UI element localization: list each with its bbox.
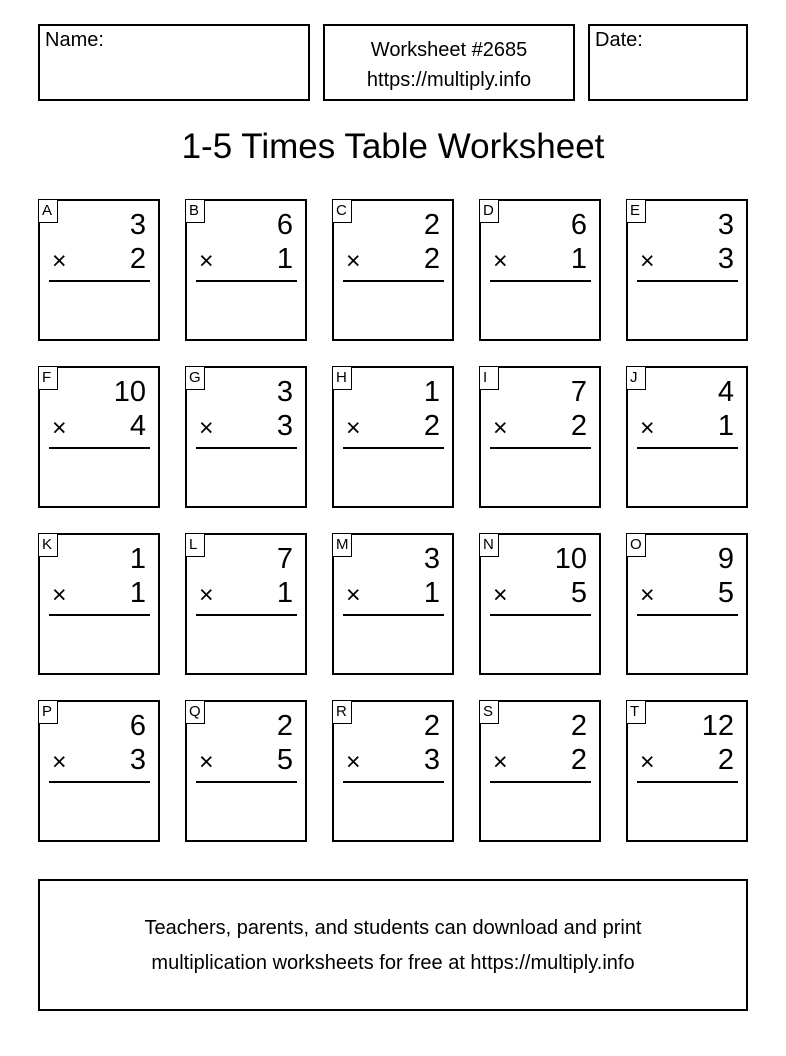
problem-label: R [332,700,352,724]
answer-line [49,781,150,783]
multiply-sign: × [640,414,655,442]
multiply-sign: × [52,748,67,776]
answer-line [343,614,444,616]
multiplicand: 9 [717,543,734,575]
multiplicand: 7 [276,543,293,575]
problem-label: B [185,199,205,223]
answer-line [196,781,297,783]
multiplier: 2 [570,744,587,776]
multiplier: 3 [717,243,734,275]
multiply-sign: × [199,247,214,275]
problem-label: E [626,199,646,223]
multiplier: 5 [276,744,293,776]
multiplier: 5 [717,577,734,609]
answer-line [490,447,591,449]
multiplicand: 4 [717,376,734,408]
problem-card [332,700,454,842]
multiply-sign: × [199,414,214,442]
multiplicand: 3 [423,543,440,575]
problem-card [626,366,748,508]
multiplier: 2 [570,410,587,442]
problem-card [626,533,748,675]
problem-card [479,366,601,508]
problem-label: I [479,366,499,390]
multiply-sign: × [493,748,508,776]
problem-label: G [185,366,205,390]
multiply-sign: × [346,247,361,275]
multiplicand: 3 [129,209,146,241]
multiply-sign: × [640,581,655,609]
multiplicand: 6 [129,710,146,742]
multiplier: 5 [570,577,587,609]
multiplicand: 1 [129,543,146,575]
problem-card [626,199,748,341]
multiply-sign: × [346,581,361,609]
multiplicand: 6 [276,209,293,241]
name-label: Name: [45,29,104,51]
footer-box [38,879,748,1011]
problem-label: H [332,366,352,390]
multiplicand: 3 [717,209,734,241]
problem-label: P [38,700,58,724]
multiplier: 2 [423,243,440,275]
footer-line-1: Teachers, parents, and students can download and print [144,917,642,939]
multiply-sign: × [52,247,67,275]
multiplier: 4 [129,410,146,442]
worksheet-number: Worksheet #2685 [370,39,528,61]
multiplier: 1 [570,243,587,275]
problem-label: J [626,366,646,390]
problem-label: Q [185,700,205,724]
problem-card [185,366,307,508]
problem-label: T [626,700,646,724]
answer-line [49,447,150,449]
multiplicand: 2 [276,710,293,742]
multiplicand: 10 [113,376,146,408]
problem-label: A [38,199,58,223]
multiply-sign: × [199,748,214,776]
multiply-sign: × [493,581,508,609]
problem-card [479,199,601,341]
multiplier: 1 [129,577,146,609]
answer-line [637,280,738,282]
problem-label: L [185,533,205,557]
problem-label: N [479,533,499,557]
multiplier: 1 [276,243,293,275]
multiply-sign: × [52,414,67,442]
answer-line [196,280,297,282]
multiplicand: 2 [423,710,440,742]
problem-card [185,533,307,675]
problem-card [185,700,307,842]
footer-line-2: multiplication worksheets for free at https://multiply.info [151,952,635,974]
multiplier: 3 [276,410,293,442]
answer-line [49,280,150,282]
problem-label: K [38,533,58,557]
answer-line [637,614,738,616]
answer-line [343,447,444,449]
problem-label: F [38,366,58,390]
answer-line [637,781,738,783]
multiply-sign: × [346,414,361,442]
answer-line [490,614,591,616]
answer-line [196,614,297,616]
problem-card [479,533,601,675]
multiplier: 3 [129,744,146,776]
multiplicand: 2 [423,209,440,241]
multiplier: 2 [423,410,440,442]
answer-line [196,447,297,449]
multiplier: 2 [129,243,146,275]
multiplicand: 2 [570,710,587,742]
problem-card [332,366,454,508]
problem-card [38,533,160,675]
multiplier: 2 [717,744,734,776]
answer-line [49,614,150,616]
problem-card [185,199,307,341]
multiplicand: 1 [423,376,440,408]
problem-card [626,700,748,842]
date-label: Date: [595,29,643,51]
multiplicand: 12 [701,710,734,742]
answer-line [490,781,591,783]
problem-card [38,199,160,341]
multiplicand: 10 [554,543,587,575]
problem-card [332,533,454,675]
answer-line [343,280,444,282]
problem-label: M [332,533,352,557]
problem-card [38,700,160,842]
multiply-sign: × [52,581,67,609]
multiplier: 3 [423,744,440,776]
problem-label: S [479,700,499,724]
multiply-sign: × [199,581,214,609]
problem-card [38,366,160,508]
multiply-sign: × [346,748,361,776]
worksheet-title: 1-5 Times Table Worksheet [181,127,605,166]
answer-line [490,280,591,282]
multiply-sign: × [493,247,508,275]
multiplicand: 7 [570,376,587,408]
multiply-sign: × [640,748,655,776]
worksheet-url: https://multiply.info [366,69,532,91]
multiplicand: 3 [276,376,293,408]
problem-card [332,199,454,341]
multiplier: 1 [276,577,293,609]
problem-label: O [626,533,646,557]
problem-card [479,700,601,842]
multiplier: 1 [423,577,440,609]
multiply-sign: × [640,247,655,275]
answer-line [637,447,738,449]
answer-line [343,781,444,783]
multiply-sign: × [493,414,508,442]
multiplicand: 6 [570,209,587,241]
multiplier: 1 [717,410,734,442]
problem-label: D [479,199,499,223]
problem-label: C [332,199,352,223]
